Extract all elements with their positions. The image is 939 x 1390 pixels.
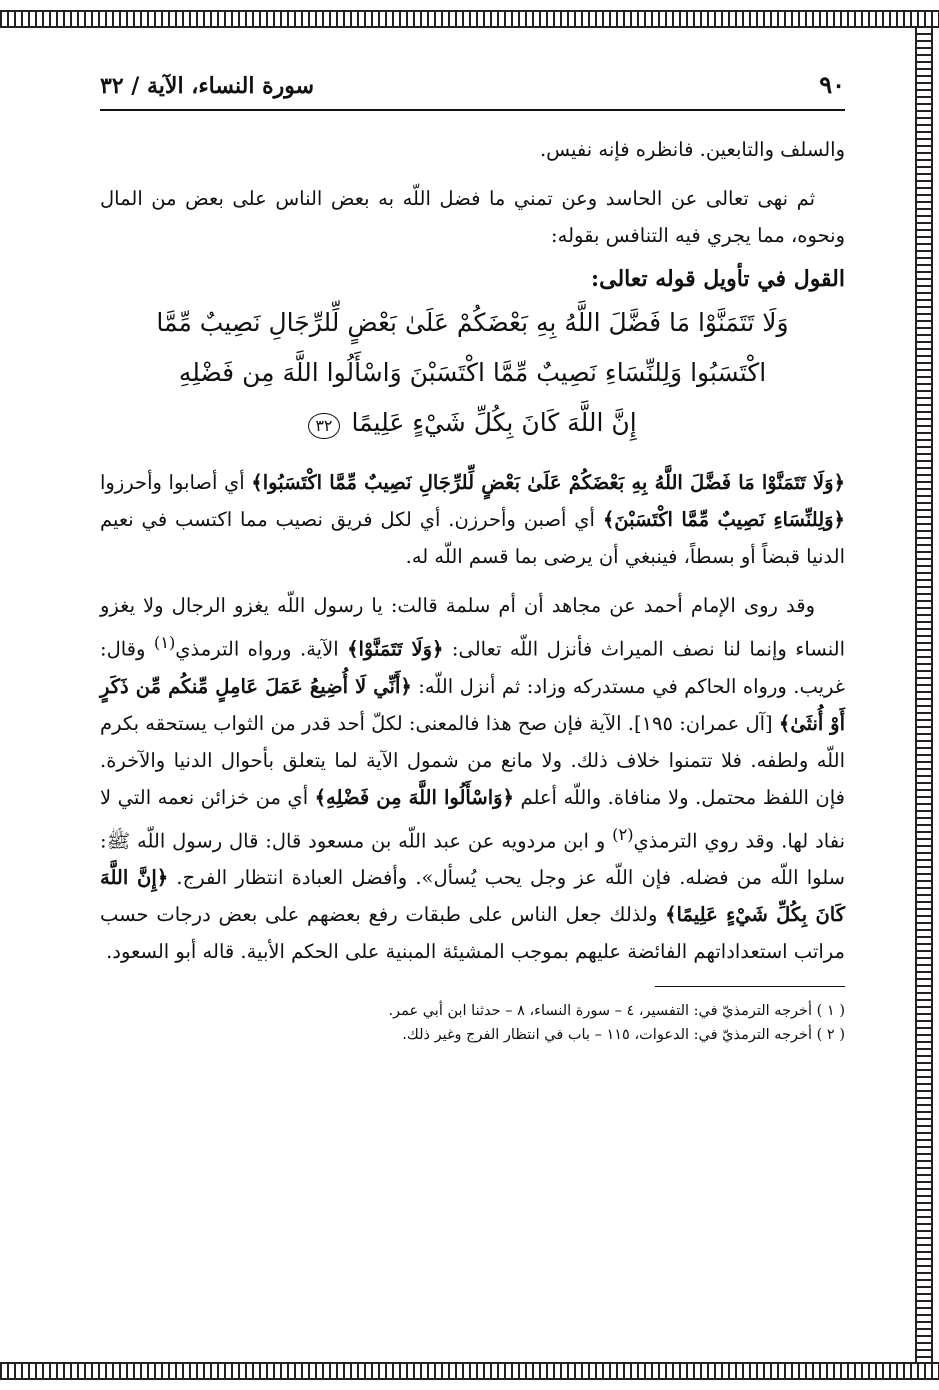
tafsir2-text-6: و ابن مردويه عن عبد اللّه بن مسعود قال: قال رسول اللّه ﷺ: سلوا اللّه من فضله. فإن اللّه عز وجل يحب يُسأل». وأفضل العبادة انتظار الفرج. [100,829,845,889]
tafsir2-text-3: وقال: غريب. ورواه الحاكم في مستدركه وزاد: ثم أنزل اللّه: [100,637,846,698]
quote-4: ﴿أَنِّي لَا أُضِيعُ عَمَلَ عَامِلٍ مِّنكُم مِّن ذَكَرٍ أَوْ أُنثَىٰ﴾ [100,674,845,735]
footnote-ref-2: (٢) [612,824,634,844]
quran-verse-block [100,298,845,448]
section-heading: القول في تأويل قوله تعالى: [591,266,845,292]
quote-1: ﴿وَلَا تَتَمَنَّوْا مَا فَضَّلَ اللَّهُ بِهِ بَعْضَكُمْ عَلَىٰ بَعْضٍ لِّلرِّجَالِ نَصِيبٌ مِّمَّا اكْتَسَبُوا﴾ [251,471,846,494]
intro-paragraph-2: ثم نهى تعالى عن الحاسد وعن تمني ما فضل اللّه به بعض الناس على بعض من المال ونحوه، مما يجري فيه التنافس بقوله: [100,187,845,247]
verse-line-2: اكْتَسَبُوا وَلِلنِّسَاءِ نَصِيبٌ مِّمَّا اكْتَسَبْنَ وَاسْأَلُوا اللَّهَ مِن فَضْلِهِ [178,358,767,387]
ornamental-border-right [915,26,933,1362]
tafsir-paragraph-2 [100,587,845,970]
verse-number-marker: ٣٢ [308,413,339,439]
tafsir2-text-4: [آل عمران: ١٩٥]. الآية فإن صح هذا فالمعنى: لكلّ أحد قدر من الثواب يستحقه بكرم اللّه ولطفه. فلا تتمنوا خلاف ذلك. ولا مانع من شمول الآية لما يتعلق بأحوال الدنيا والآخرة. فإن اللفظ محتمل. ولا منافاة. واللّه أعلم [100,711,846,809]
ornamental-border-bottom [0,1362,939,1380]
tafsir1-text-2: أي أصبن وأحرزن. أي لكل فريق نصيب مما اكتسب في نعيم الدنيا قبضاً أو بسطاً، فينبغي أن يرضى بما قسم اللّه له. [100,508,845,568]
quote-5: ﴿وَاسْأَلُوا اللَّهَ مِن فَضْلِهِ﴾ [314,785,514,809]
tafsir1-text-1: أي أصابوا وأحرزوا [100,471,252,494]
quote-6: ﴿إِنَّ اللَّهَ كَانَ بِكُلِّ شَيْءٍ عَلِيمًا﴾ [100,866,845,926]
intro-paragraph-1: والسلف والتابعين. فانظره فإنه نفيس. [539,138,845,161]
page-header [100,70,845,111]
page-number: ٩٠ [819,70,845,99]
book-page [100,70,845,1047]
tafsir2-text-2: الآية. ورواه الترمذي [175,637,348,661]
ornamental-border-top [0,10,939,28]
verse-line-1: وَلَا تَتَمَنَّوْا مَا فَضَّلَ اللَّهُ بِهِ بَعْضَكُمْ عَلَىٰ بَعْضٍ لِّلرِّجَالِ نَصِيبٌ مِّمَّا [156,308,789,337]
quote-2: ﴿وَلِلنِّسَاءِ نَصِيبٌ مِّمَّا اكْتَسَبْنَ﴾ [602,508,845,531]
running-title: سورة النساء، الآية / ٣٢ [100,73,315,99]
tafsir2-text-5: أي من خزائن نعمه التي لا نفاد لها. وقد روي الترمذي [100,785,846,852]
footnote-ref-1: (١) [153,633,176,652]
verse-line-3 [100,398,845,448]
tafsir-paragraph-1 [100,464,845,575]
footnote-2: ( ٢ ) أخرجه الترمذيّ في: الدعوات، ١١٥ – باب في انتظار الفرج وغير ذلك. [402,1027,845,1043]
tafsir2-text-7: ولذلك جعل الناس على طبقات رفع بعضهم على بعض درجات حسب مراتب استعداداتهم الفائضة عليهم بموجب المشيئة المبنية على الحكم الأبية. قاله أبو السعود. [100,903,845,963]
quote-3: ﴿وَلَا تَتَمَنَّوْا﴾ [347,637,444,661]
footnote-1: ( ١ ) أخرجه الترمذيّ في: التفسير، ٤ – سورة النساء، ٨ – حدثنا ابن أبي عمر. [388,1003,845,1019]
tafsir2-text-1: وقد روى الإمام أحمد عن مجاهد أن أم سلمة قالت: يا رسول اللّه يغزو الرجال ولا يغزو النساء وإنما لنا نصف الميراث فأنزل اللّه تعالى: [100,594,846,661]
footnote-divider [655,986,845,987]
verse-line-3-text: إِنَّ اللَّهَ كَانَ بِكُلِّ شَيْءٍ عَلِيمًا [351,408,637,437]
